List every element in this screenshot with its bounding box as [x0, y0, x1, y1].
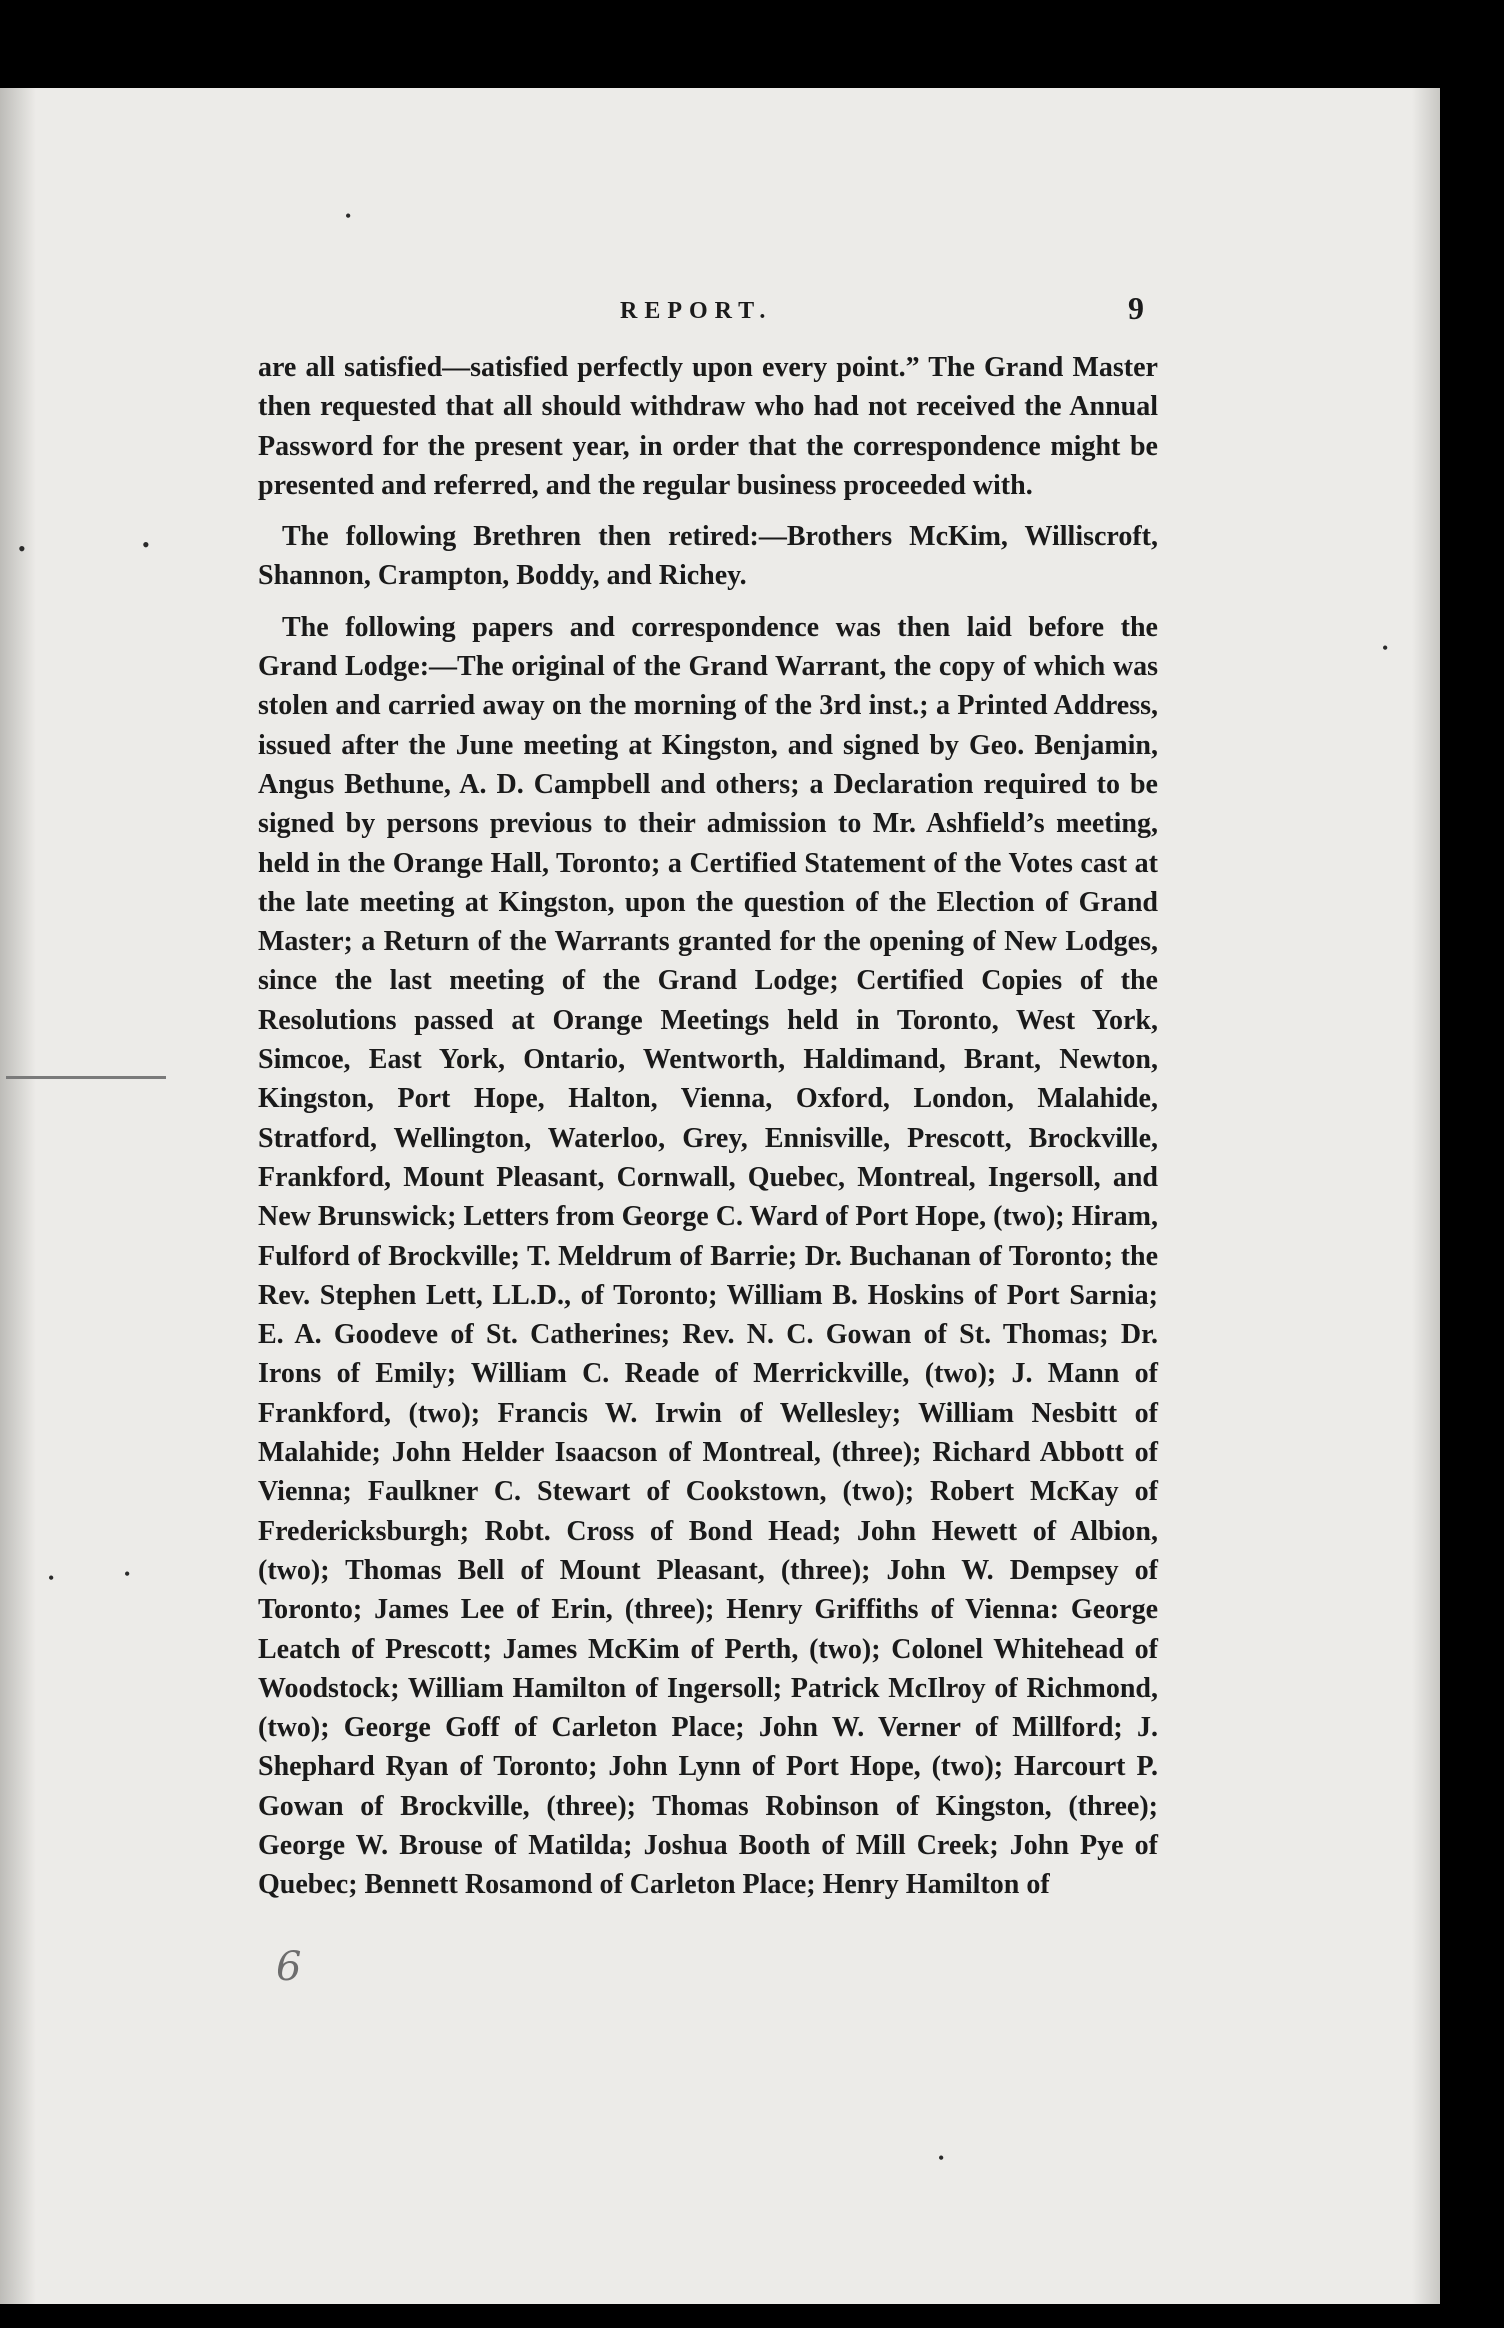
scan-speck: •: [18, 536, 26, 561]
scan-speck: •: [142, 532, 150, 557]
scan-speck: •: [48, 1568, 55, 1588]
scan-speck: •: [124, 1564, 131, 1584]
scan-speck: •: [938, 2148, 945, 2168]
margin-smudge: [6, 1076, 166, 1079]
running-head: REPORT.: [620, 298, 773, 324]
page-number: 9: [1128, 290, 1144, 326]
pencil-mark: 6: [276, 1944, 302, 1990]
spine-shadow: [0, 88, 36, 2304]
paragraph: The following papers and correspondence was then laid before the Grand Lodge:—The original of the Grand Warrant, the copy of which was stolen and carried away on the morning of the 3rd inst.; a Printed Address, issued after the June meeting at Kingston, and signed by Geo. Benjamin, Angus Bethune, A. D. Campbell and others; a Declaration required to be signed by persons previous to their admission to Mr. Ashfield’s meeting, held in the Orange Hall, Toronto; a Certified Statement of the Votes cast at the late meeting at Kingston, upon the question of the Election of Grand Master; a Return of the Warrants granted for the opening of New Lodges, since the last meeting of the Grand Lodge; Certified Copies of the Resolutions passed at Orange Meetings held in Toronto, West York, Simcoe, East York, Ontario, Wentworth, Haldimand, Brant, Newton, Kingston, Port Hope, Halton, Vienna, Oxford, London, Malahide, Stratford, Wellington, Waterloo, Grey, Ennisville, Prescott, Brockville, Frankford, Mount Pleasant, Cornwall, Quebec, Montreal, Ingersoll, and New Brunswick; Letters from George C. Ward of Port Hope, (two); Hiram, Fulford of Brockville; T. Meldrum of Barrie; Dr. Buchanan of Toronto; the Rev. Stephen Lett, LL.D., of Toronto; William B. Hoskins of Port Sarnia; E. A. Goodeve of St. Catherines; Rev. N. C. Gowan of St. Thomas; Dr. Irons of Emily; William C. Reade of Merrickville, (two); J. Mann of Frankford, (two); Francis W. Irwin of Wellesley; William Nesbitt of Malahide; John Helder Isaacson of Montreal, (three); Richard Abbott of Vienna; Faulkner C. Stewart of Cookstown, (two); Robert McKay of Fredericksburgh; Robt. Cross of Bond Head; John Hewett of Albion, (two); Thomas Bell of Mount Pleasant, (three); John W. Dempsey of Toronto; James Lee of Erin, (three); Henry Griffiths of Vienna: George Leatch of Prescott; James McKim of Perth, (two); Colonel Whitehead of Woodstock; William Hamilton of Ingersoll; Patrick McIlroy of Richmond, (two); George Goff of Carleton Place; John W. Verner of Millford; J. Shephard Ryan of Toronto; John Lynn of Port Hope, (two); Harcourt P. Gowan of Brockville, (three); Thomas Robinson of Kingston, (three); George W. Brouse of Matilda; Joshua Booth of Mill Creek; John Pye of Quebec; Bennett Rosamond of Carleton Place; Henry Hamilton of: [258, 611, 1158, 1901]
body-text: [258, 348, 1158, 1917]
scan-speck: •: [345, 206, 352, 226]
paragraph: The following Brethren then retired:—Brothers McKim, Williscroft, Shannon, Crampton, Boddy, and Richey.: [258, 521, 1158, 592]
paragraph: are all satisfied—satisfied perfectly upon every point.” The Grand Master then requested that all should withdraw who had not received the Annual Password for the present year, in order that the correspondence might be presented and referred, and the regular business proceeded with.: [258, 352, 1158, 501]
scan-speck: •: [1382, 638, 1389, 658]
book-page: [0, 88, 1440, 2304]
page-edge-shadow: [1412, 88, 1440, 2304]
